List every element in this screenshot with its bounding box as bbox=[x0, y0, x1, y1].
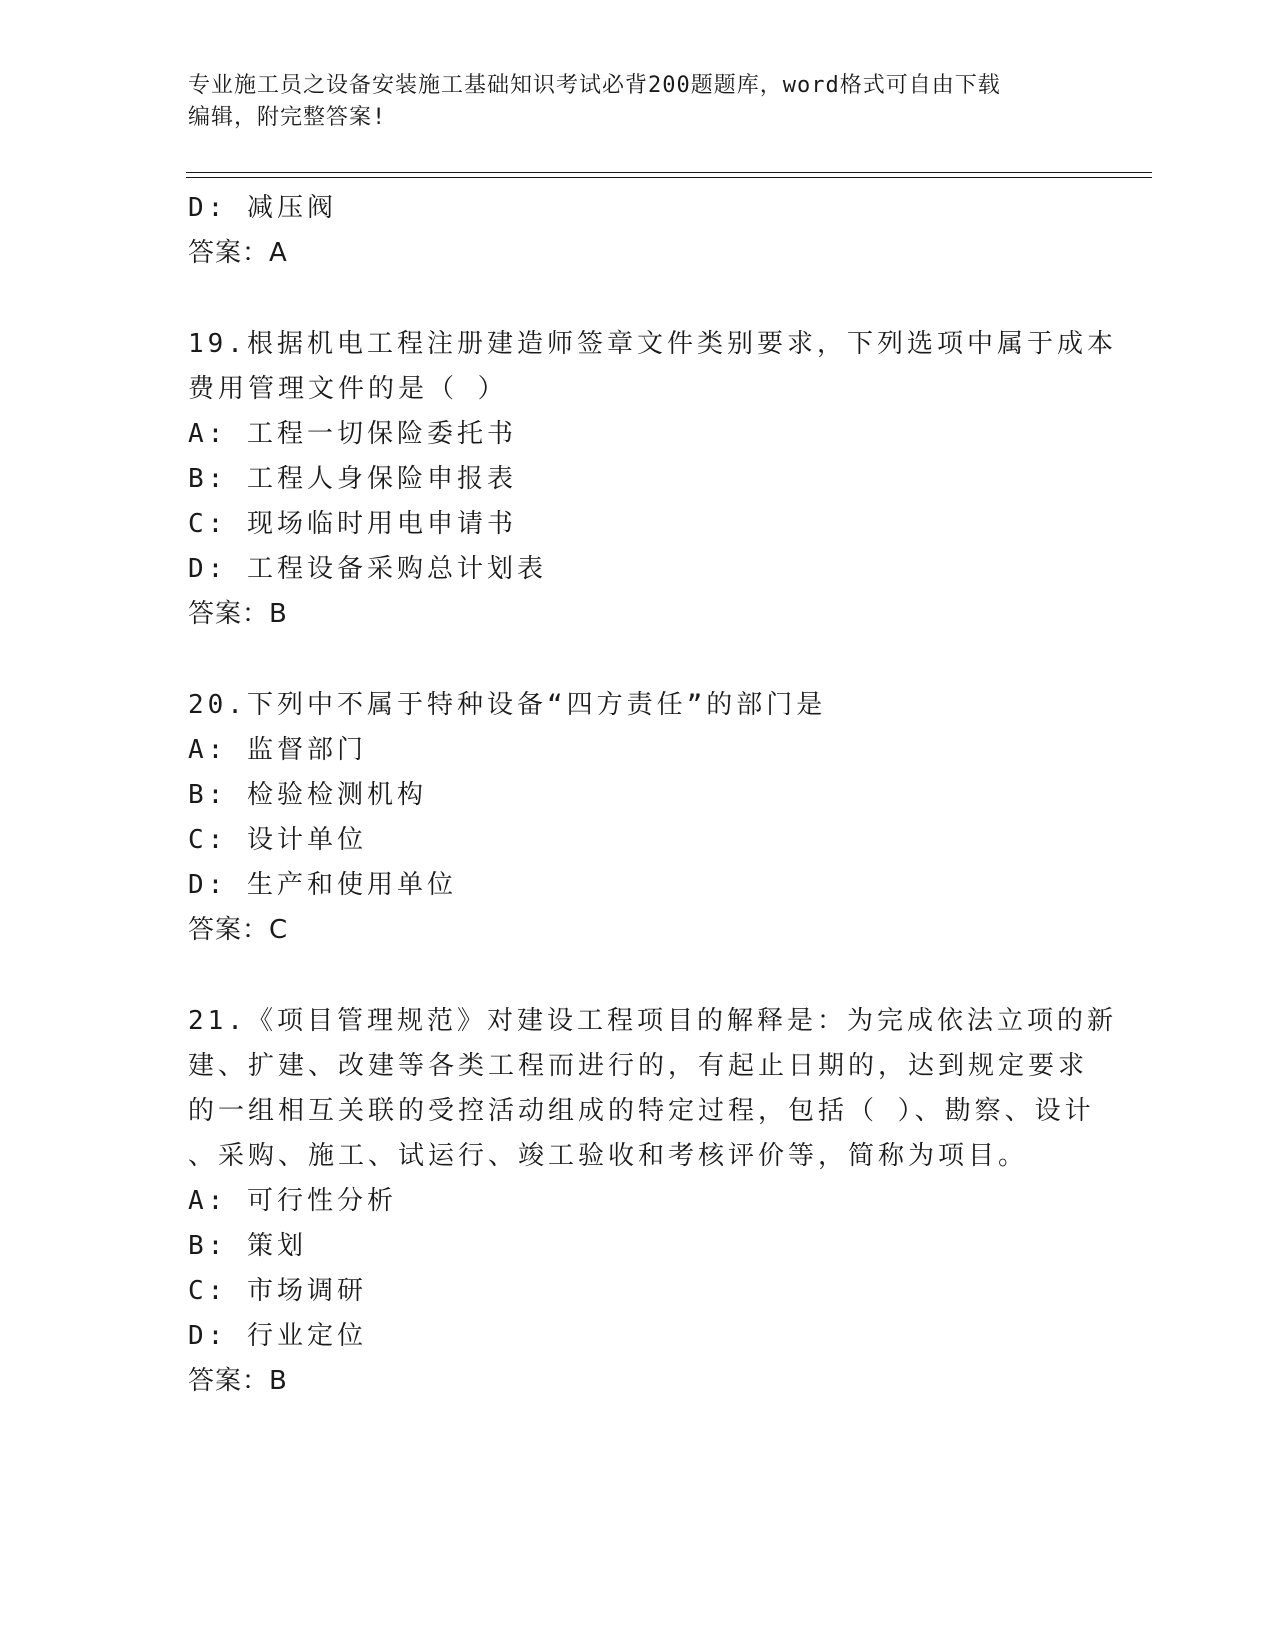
option-c: C: 现场临时用电申请书 bbox=[188, 509, 517, 539]
option-d: D: 减压阀 bbox=[188, 193, 337, 223]
header-rule-top bbox=[186, 172, 1152, 173]
question-block-21 bbox=[188, 999, 1117, 1404]
header-title-line-1: 专业施工员之设备安装施工基础知识考试必背200题题库，word格式可自由下载 bbox=[188, 73, 1001, 98]
option-c: C: 市场调研 bbox=[188, 1276, 367, 1306]
answer: 答案：B bbox=[188, 599, 288, 629]
option-a: A: 监督部门 bbox=[188, 735, 367, 765]
question-block-19 bbox=[188, 322, 1117, 637]
option-d: D: 生产和使用单位 bbox=[188, 870, 457, 900]
question-stem: 21.《项目管理规范》对建设工程项目的解释是：为完成依法立项的新 bbox=[188, 1006, 1117, 1036]
header-title-line-2: 编辑，附完整答案! bbox=[188, 105, 387, 130]
option-d: D: 工程设备采购总计划表 bbox=[188, 554, 547, 584]
question-stem: 费用管理文件的是（ ） bbox=[188, 374, 508, 404]
header-rule-bottom bbox=[186, 177, 1152, 178]
option-a: A: 工程一切保险委托书 bbox=[188, 419, 517, 449]
option-c: C: 设计单位 bbox=[188, 825, 367, 855]
spacer bbox=[188, 637, 1088, 683]
option-b: B: 策划 bbox=[188, 1231, 307, 1261]
question-stem: 20.下列中不属于特种设备“四方责任”的部门是 bbox=[188, 690, 827, 720]
question-stem: 建、扩建、改建等各类工程而进行的，有起止日期的，达到规定要求 bbox=[188, 1051, 1089, 1081]
option-a: A: 可行性分析 bbox=[188, 1186, 397, 1216]
question-stem: 的一组相互关联的受控活动组成的特定过程，包括（ ）、勘察、设计 bbox=[188, 1096, 1095, 1126]
question-block-18 bbox=[188, 186, 1088, 276]
option-b: B: 工程人身保险申报表 bbox=[188, 464, 517, 494]
question-list bbox=[188, 186, 1117, 1404]
answer: 答案：B bbox=[188, 1366, 288, 1396]
spacer bbox=[188, 276, 1088, 322]
answer: 答案：A bbox=[188, 238, 288, 268]
spacer bbox=[188, 953, 1088, 999]
document-header bbox=[188, 70, 1088, 134]
question-stem: 19.根据机电工程注册建造师签章文件类别要求，下列选项中属于成本 bbox=[188, 329, 1117, 359]
option-d: D: 行业定位 bbox=[188, 1321, 367, 1351]
question-block-20 bbox=[188, 683, 1088, 953]
question-stem: 、采购、施工、试运行、竣工验收和考核评价等，简称为项目。 bbox=[188, 1141, 1029, 1171]
option-b: B: 检验检测机构 bbox=[188, 780, 427, 810]
answer: 答案：C bbox=[188, 915, 289, 945]
